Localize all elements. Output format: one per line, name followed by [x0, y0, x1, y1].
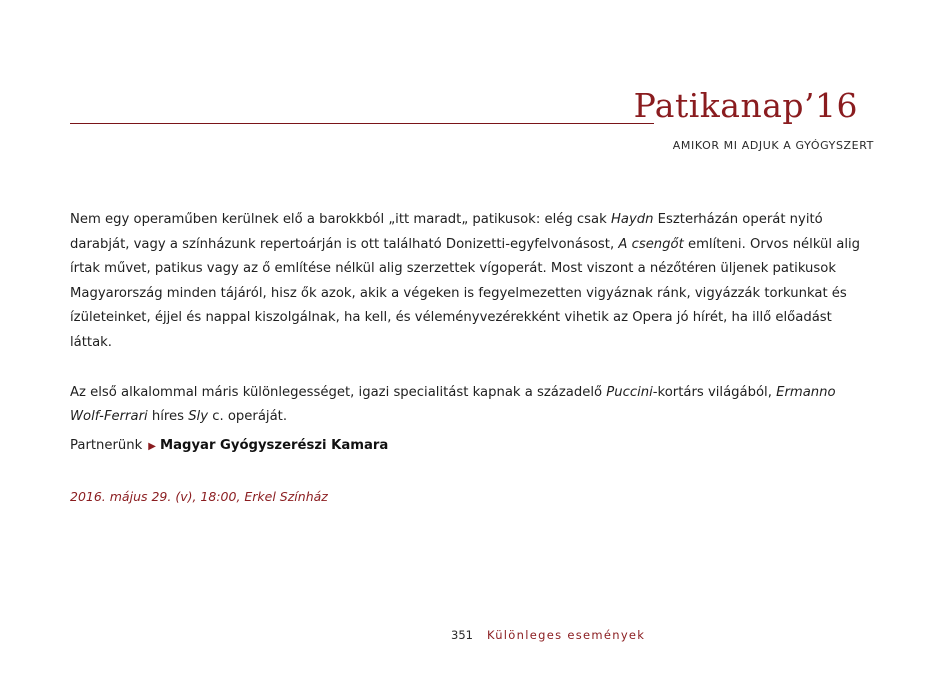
paragraph-2 [70, 381, 870, 430]
p2-italic-wolf-ferrari: Ermanno Wolf-Ferrari [70, 384, 836, 425]
page-title: Patikanap’16 [633, 86, 858, 125]
partner-name: Magyar Gyógyszerészi Kamara [159, 438, 389, 453]
p2-text-3: híres [147, 409, 189, 425]
paragraph-1 [70, 208, 870, 356]
p2-text-1: Az első alkalommal máris különlegességet, igazi specialitást kapnak a századelő [70, 384, 607, 400]
section-name: Különleges események [486, 628, 646, 642]
page-subtitle: AMIKOR MI ADJUK A GYÓGYSZERT [672, 139, 874, 152]
p2-italic-puccini: Puccini [606, 384, 653, 400]
partner-label: Partnerünk [70, 438, 143, 453]
p1-italic-csengo: A csengőt [618, 236, 684, 252]
event-date: 2016. május 29. (v), 18:00, Erkel Színház [70, 489, 328, 504]
p1-text-1: Nem egy operaműben kerülnek elő a barokkból „itt maradt„ patikusok: elég csak [70, 212, 611, 227]
p2-text-4: c. operáját. [208, 409, 288, 425]
arrow-right-icon: ▶ [148, 441, 156, 452]
page-number: 351 [451, 628, 473, 642]
p1-italic-haydn: Haydn [610, 212, 654, 227]
p1-text-3: említeni. Orvos nélkül alig írtak művet, patikus vagy az ő említése nélkül alig szerzettek vígoperát. Most viszont a nézőtéren üljenek patikusok Magyarország minden tájáról, hisz ők azok, akik a végeken is fegyelmezetten vigyáznak ránk, vigyázzák torkunkat és ízületeinket, éjjel és nappal kiszolgálnak, ha kell, és véleményvezérekként vihetik az Opera jó hírét, ha illő előadást láttak. [70, 236, 861, 350]
p1-text-2: Eszterházán operát nyitó darabját, vagy a színházunk repertoárján is ott található Donizetti-egyfelvonásost, [70, 212, 823, 252]
body-text [70, 208, 870, 430]
partner-line [70, 438, 388, 453]
p2-italic-sly: Sly [188, 409, 209, 425]
page-footer [451, 628, 645, 642]
p2-text-2: -kortárs világából, [652, 384, 777, 400]
header-rule [70, 123, 654, 124]
